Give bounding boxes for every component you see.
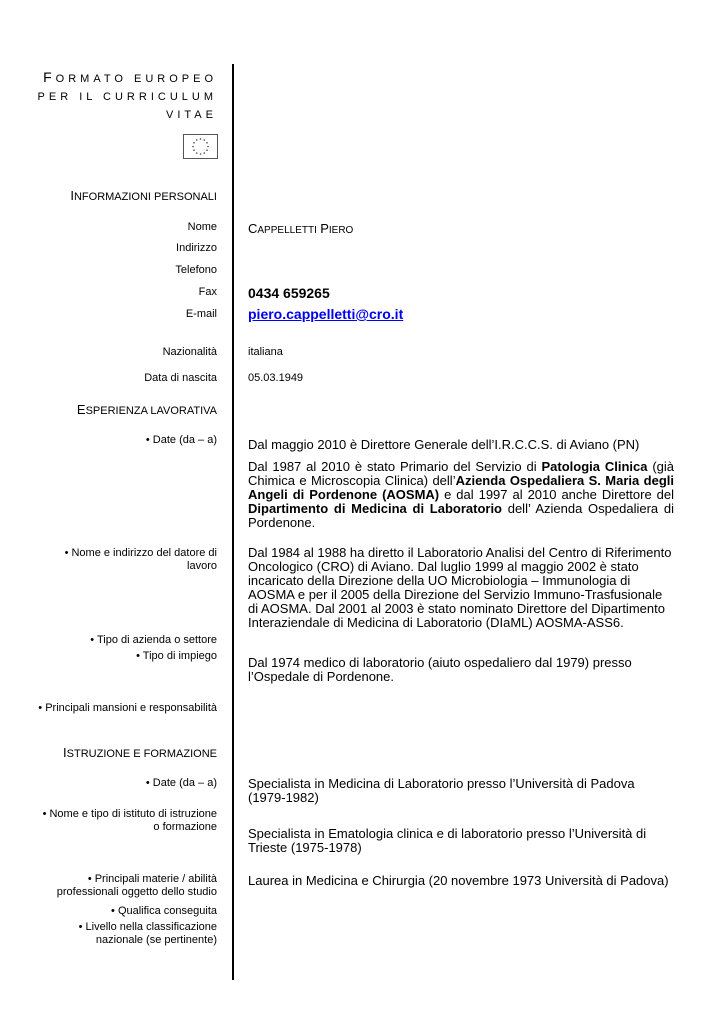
column-divider [232, 64, 234, 980]
label-telefono: Telefono [175, 264, 217, 276]
exp-paragraph-1: Dal maggio 2010 è Direttore Generale dell’I.R.C.C.S. di Aviano (PN) [248, 437, 640, 452]
value-fax: 0434 659265 [248, 285, 330, 301]
label-nazionalita: Nazionalità [162, 346, 217, 358]
label-edu-date: • Date (da – a) [145, 777, 217, 789]
value-nome: CAPPELLETTI PIERO [248, 221, 354, 236]
email-link[interactable]: piero.cappelletti@cro.it [248, 306, 404, 322]
label-fax: Fax [198, 286, 217, 298]
cv-title: FORMATO EUROPEO PER IL CURRICULUM VITAE [37, 69, 217, 121]
label-exp-date: • Date (da – a) [145, 434, 217, 446]
label-nome: Nome [187, 221, 217, 233]
label-exp-datore: • Nome e indirizzo del datore di lavoro [64, 547, 217, 572]
label-exp-mansioni: • Principali mansioni e responsabilità [38, 702, 217, 714]
section-experience: ESPERIENZA LAVORATIVA [76, 402, 217, 417]
exp-paragraph-3: Dal 1984 al 1988 ha diretto il Laboratorio Analisi del Centro di Riferimento Oncologico (CRO) di Aviano. Dal luglio 1999 al maggio 2002 è stato incaricato della Direzione della UO Microbiologia – Immunologia di AOSMA e per il 2005 della Direzione del Servizio Immuno-Trasfusionale di AOSMA. Dal 2001 al 2003 è stato nominato Direttore del Dipartimento Interaziendale di Medicina di Laboratorio (DIaML) AOSMA-ASS6. [248, 545, 672, 630]
section-education: ISTRUZIONE E FORMAZIONE [63, 745, 217, 760]
label-edu-qualifica: • Qualifica conseguita [111, 905, 217, 917]
section-personal-info: INFORMAZIONI PERSONALI [70, 188, 217, 203]
edu-paragraph-3: Laurea in Medicina e Chirurgia (20 novembre 1973 Università di Padova) [248, 873, 669, 888]
value-data-nascita: 05.03.1949 [248, 372, 304, 384]
label-data-nascita: Data di nascita [144, 372, 217, 384]
label-edu-istituto: • Nome e tipo di istituto di istruzione o formazione [42, 808, 217, 833]
eu-flag-icon [183, 134, 218, 159]
label-exp-tipo-impiego: • Tipo di impiego [136, 650, 217, 662]
label-exp-tipo-azienda: • Tipo di azienda o settore [90, 634, 217, 646]
edu-paragraph-2: Specialista in Ematologia clinica e di laboratorio presso l’Università di Trieste (1975-1978) [248, 826, 647, 855]
label-email: E-mail [185, 308, 217, 320]
edu-paragraph-1: Specialista in Medicina di Laboratorio presso l’Università di Padova (1979-1982) [248, 776, 635, 805]
exp-paragraph-4: Dal 1974 medico di laboratorio (aiuto ospedaliero dal 1979) presso l’Ospedale di Pordenone. [248, 655, 632, 684]
label-indirizzo: Indirizzo [176, 242, 217, 254]
exp-paragraph-2: Dal 1987 al 2010 è stato Primario del Servizio di Patologia Clinica (già Chimica e Microscopia Clinica) dell’Azienda Ospedaliera S. Maria degli Angeli di Pordenone (AOSMA) e dal 1997 al 2010 anche Direttore del Dipartimento di Medicina di Laboratorio dell’ Azienda Ospedaliera di Pordenone. [248, 459, 675, 530]
label-edu-materie: • Principali materie / abilità professionali oggetto dello studio [56, 873, 217, 898]
label-edu-livello: • Livello nella classificazione nazionale (se pertinente) [78, 921, 217, 946]
value-nazionalita: italiana [248, 346, 283, 358]
